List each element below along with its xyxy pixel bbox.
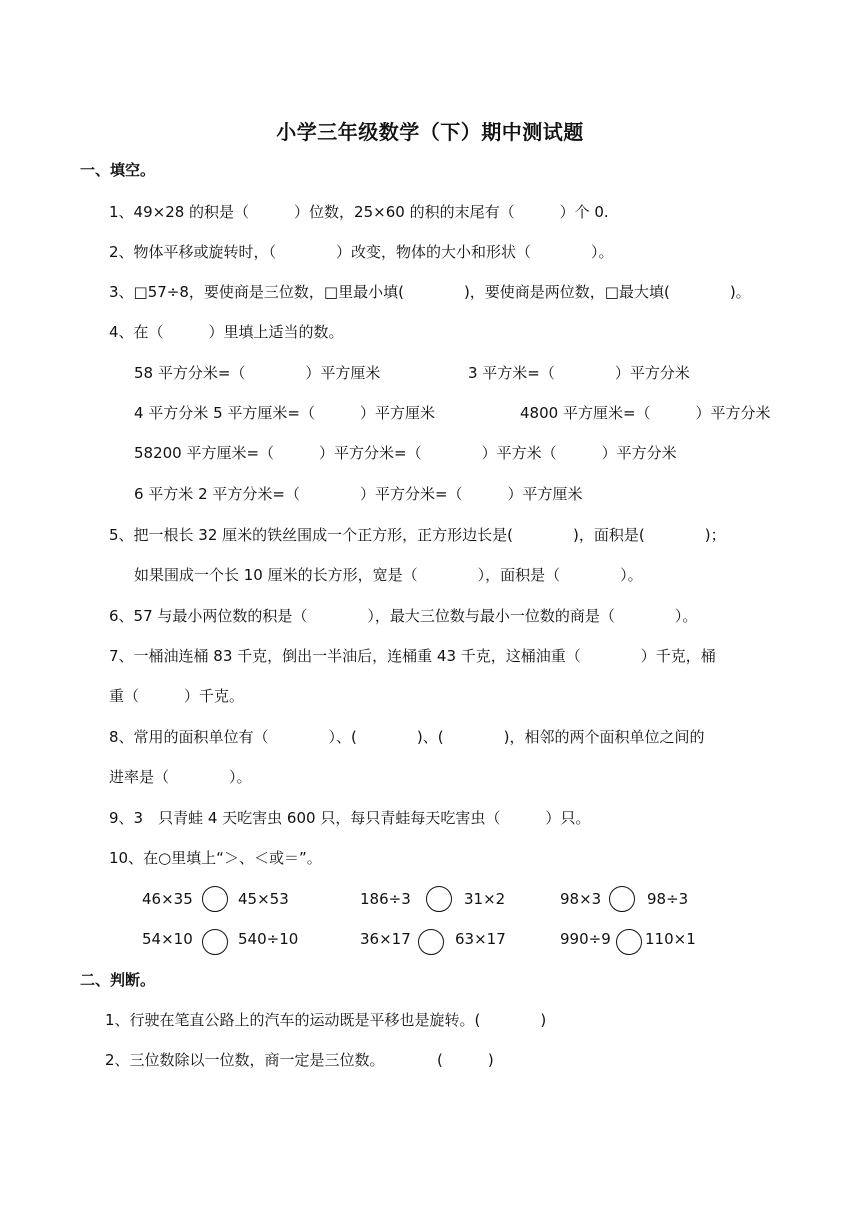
compare-circle[interactable]: [202, 929, 228, 955]
question-8-line1: 8、常用的面积单位有（ ）、( )、( )，相邻的两个面积单位之间的: [109, 728, 705, 746]
compare-left: 46×35: [142, 890, 193, 908]
question-4-row4: 6 平方米 2 平方分米=（ ）平方分米=（ ）平方厘米: [134, 485, 583, 503]
question-3: 3、□57÷8，要使商是三位数，□里最小填( )，要使商是两位数，□最大填( )。: [109, 283, 751, 301]
question-4-row2-right: 4800 平方厘米=（ ）平方分米: [520, 404, 771, 422]
question-6: 6、57 与最小两位数的积是（ ），最大三位数与最小一位数的商是（ ）。: [109, 607, 698, 625]
compare-circle[interactable]: [202, 886, 228, 912]
compare-left: 186÷3: [360, 890, 411, 908]
question-7-line1: 7、一桶油连桶 83 千克，倒出一半油后，连桶重 43 千克，这桶油重（ ）千克，桶: [109, 647, 716, 665]
compare-circle[interactable]: [616, 929, 642, 955]
judge-question-1: 1、行驶在笔直公路上的汽车的运动既是平移也是旋转。( ): [105, 1011, 547, 1029]
question-4-row1-left: 58 平方分米=（ ）平方厘米: [134, 364, 381, 382]
question-8-line2: 进率是（ ）。: [109, 768, 252, 786]
compare-right: 540÷10: [238, 930, 299, 948]
compare-right: 45×53: [238, 890, 289, 908]
compare-left: 36×17: [360, 930, 411, 948]
compare-right: 98÷3: [647, 890, 689, 908]
question-4: 4、在（ ）里填上适当的数。: [109, 323, 344, 341]
section-heading-judge: 二、判断。: [80, 971, 156, 989]
question-10: 10、在○里填上“＞、＜或＝”。: [109, 849, 322, 867]
compare-right: 110×1: [645, 930, 696, 948]
compare-circle[interactable]: [609, 886, 635, 912]
page-title: 小学三年级数学（下）期中测试题: [276, 120, 584, 144]
question-7-line2: 重（ ）千克。: [109, 687, 245, 705]
compare-right: 63×17: [455, 930, 506, 948]
question-5-line1: 5、把一根长 32 厘米的铁丝围成一个正方形，正方形边长是( )，面积是( )；: [109, 526, 726, 544]
compare-circle[interactable]: [418, 929, 444, 955]
section-heading-fill: 一、填空。: [80, 161, 156, 179]
judge-question-2: 2、三位数除以一位数，商一定是三位数。 ( ): [105, 1051, 494, 1069]
question-4-row3: 58200 平方厘米=（ ）平方分米=（ ）平方米（ ）平方分米: [134, 444, 677, 462]
compare-left: 990÷9: [560, 930, 611, 948]
compare-left: 98×3: [560, 890, 602, 908]
question-4-row2-left: 4 平方分米 5 平方厘米=（ ）平方厘米: [134, 404, 435, 422]
question-9: 9、3 只青蛙 4 天吃害虫 600 只，每只青蛙每天吃害虫（ ）只。: [109, 809, 591, 827]
question-1: 1、49×28 的积是（ ）位数，25×60 的积的末尾有（ ）个 0.: [109, 203, 609, 221]
compare-right: 31×2: [464, 890, 506, 908]
question-4-row1-right: 3 平方米=（ ）平方分米: [468, 364, 690, 382]
compare-left: 54×10: [142, 930, 193, 948]
compare-circle[interactable]: [426, 886, 452, 912]
question-2: 2、物体平移或旋转时，（ ）改变，物体的大小和形状（ ）。: [109, 243, 614, 261]
question-5-line2: 如果围成一个长 10 厘米的长方形，宽是（ ），面积是（ ）。: [134, 566, 643, 584]
